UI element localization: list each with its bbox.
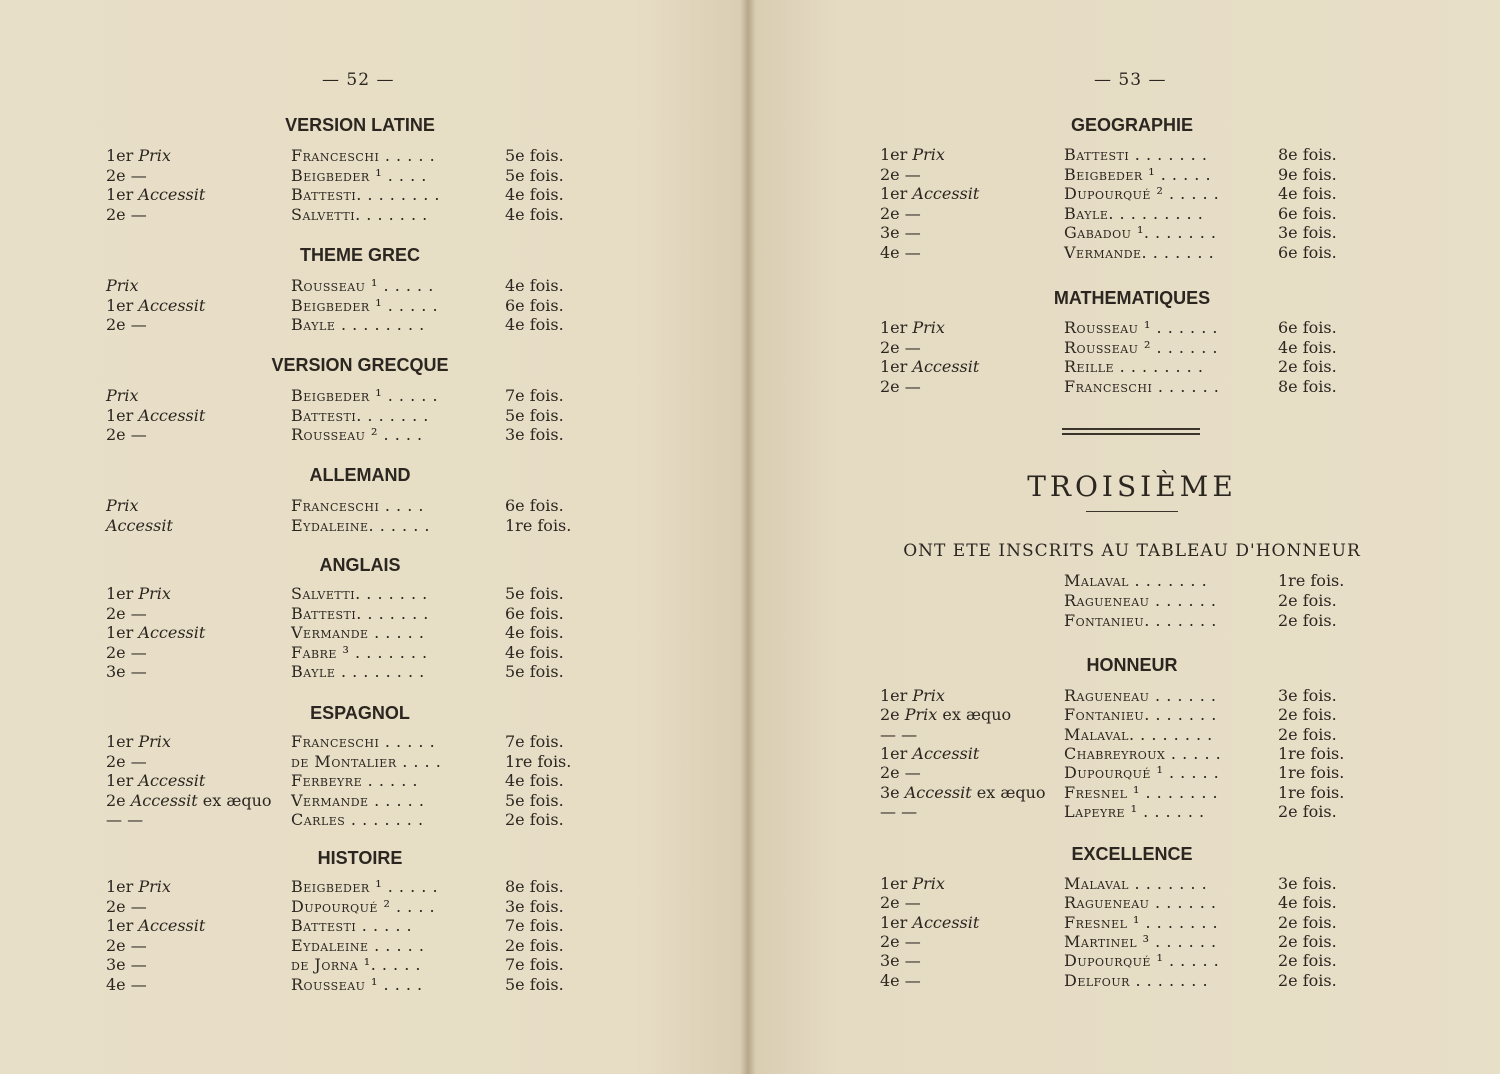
student-name: Dupourqué ¹ . . . . .: [1064, 763, 1220, 783]
times-count: 6e fois.: [505, 603, 564, 623]
times-count: 5e fois.: [505, 146, 564, 165]
rank-label: 4e —: [106, 974, 147, 994]
rank-label: 4e —: [880, 970, 921, 990]
student-name: Malaval . . . . . . .: [1064, 571, 1208, 590]
times-count: 2e fois.: [1278, 801, 1337, 821]
student-name: Vermande. . . . . . .: [1064, 242, 1215, 262]
student-name: Battesti . . . . . . .: [1064, 145, 1208, 164]
page-number-right: — 53 —: [1094, 70, 1167, 90]
section-heading: ALLEMAND: [309, 465, 411, 485]
rank-label: 2e —: [106, 315, 147, 334]
rank-label: 1er Accessit: [106, 405, 206, 425]
rank-label: 1er Prix: [880, 874, 945, 893]
student-name: Bayle. . . . . . . . .: [1064, 203, 1204, 223]
student-name: Rousseau ² . . . . . .: [1064, 337, 1218, 357]
rank-label: 1er Accessit: [106, 771, 206, 790]
student-name: Beigbeder ¹ . . . .: [291, 165, 427, 185]
rank-label: — —: [880, 801, 918, 821]
times-count: 9e fois.: [1278, 164, 1337, 184]
student-name: Ragueneau . . . . . .: [1064, 686, 1217, 705]
rank-label: 2e —: [106, 204, 147, 224]
times-count: 1re fois.: [505, 515, 572, 535]
times-count: 2e fois.: [1278, 611, 1337, 630]
student-name: Delfour . . . . . . .: [1064, 970, 1209, 990]
student-name: Bayle . . . . . . . .: [291, 315, 425, 334]
rank-label: 2e —: [106, 165, 147, 185]
times-count: 3e fois.: [505, 425, 564, 444]
section-heading: VERSION LATINE: [285, 115, 435, 135]
double-rule: [1062, 428, 1200, 430]
section-heading: ANGLAIS: [319, 555, 401, 575]
rank-label: 2e —: [880, 337, 921, 357]
student-name: Lapeyre ¹ . . . . . .: [1064, 801, 1205, 821]
student-name: Eydaleine. . . . . .: [291, 515, 430, 535]
student-name: Battesti. . . . . . . .: [291, 185, 441, 204]
rank-label: Prix: [106, 496, 139, 515]
student-name: Ragueneau . . . . . .: [1064, 893, 1217, 913]
rank-label: 2e —: [106, 896, 147, 916]
student-name: Fresnel ¹ . . . . . . .: [1064, 912, 1219, 932]
times-count: 4e fois.: [505, 185, 564, 204]
page-number-left: — 52 —: [322, 70, 395, 90]
rank-label: 4e —: [880, 242, 921, 262]
student-name: Rousseau ¹ . . . .: [291, 974, 423, 994]
student-name: de Montalier . . . .: [291, 751, 442, 771]
times-count: 4e fois.: [505, 204, 564, 224]
student-name: Beigbeder ¹ . . . . .: [291, 877, 439, 896]
times-count: 4e fois.: [505, 623, 564, 642]
section-heading: HISTOIRE: [317, 848, 403, 868]
times-count: 1re fois.: [1278, 782, 1345, 802]
student-name: Vermande . . . . .: [291, 623, 425, 642]
troisieme-title: TROISIÈME: [1027, 470, 1237, 503]
student-name: Rousseau ¹ . . . . .: [291, 276, 434, 295]
rank-label: 3e —: [106, 955, 147, 974]
times-count: 8e fois.: [1278, 145, 1337, 164]
student-name: Franceschi . . . . . .: [1064, 376, 1220, 396]
times-count: 1re fois.: [505, 751, 572, 771]
times-count: 2e fois.: [1278, 970, 1337, 990]
rank-label: 2e Prix ex æquo: [880, 705, 1012, 725]
rank-label: 1er Accessit: [106, 623, 206, 642]
rank-label: 3e —: [880, 951, 921, 971]
section-heading: GEOGRAPHIE: [1070, 115, 1194, 135]
title-underline: [1086, 511, 1178, 512]
student-name: Dupourqué ² . . . .: [291, 896, 436, 916]
times-count: 4e fois.: [505, 276, 564, 295]
times-count: 2e fois.: [505, 810, 564, 829]
rank-label: 2e —: [880, 893, 921, 913]
times-count: 7e fois.: [505, 955, 564, 974]
student-name: Fabre ³ . . . . . . .: [291, 642, 428, 662]
rank-label: 1er Accessit: [880, 184, 980, 203]
student-name: Carles . . . . . . .: [291, 810, 424, 829]
rank-label: 2e —: [880, 763, 921, 783]
times-count: 7e fois.: [505, 386, 564, 405]
student-name: Martinel ³ . . . . . .: [1064, 931, 1217, 951]
student-name: Malaval . . . . . . .: [1064, 874, 1208, 893]
student-name: Fontanieu. . . . . . .: [1064, 705, 1217, 725]
section-heading: MATHEMATIQUES: [1053, 288, 1211, 308]
times-count: 1re fois.: [1278, 743, 1345, 763]
times-count: 4e fois.: [505, 771, 564, 790]
student-name: Gabadou ¹. . . . . . .: [1064, 223, 1217, 242]
times-count: 6e fois.: [1278, 242, 1337, 262]
rank-label: 1er Accessit: [880, 912, 980, 932]
rank-label: Accessit: [106, 515, 173, 535]
rank-label: 1er Accessit: [106, 916, 206, 935]
rank-label: Prix: [106, 276, 139, 295]
times-count: 8e fois.: [1278, 376, 1337, 396]
left-page: [0, 0, 748, 1074]
section-heading: VERSION GRECQUE: [271, 355, 449, 375]
student-name: Rousseau ¹ . . . . . .: [1064, 318, 1218, 337]
student-name: Franceschi . . . . .: [291, 146, 436, 165]
times-count: 6e fois.: [505, 496, 564, 515]
section-heading: EXCELLENCE: [1071, 844, 1193, 864]
times-count: 2e fois.: [1278, 912, 1337, 932]
rank-label: 1er Accessit: [106, 295, 206, 315]
student-name: Beigbeder ¹ . . . . .: [291, 386, 439, 405]
rank-label: 1er Prix: [106, 732, 171, 751]
times-count: 4e fois.: [1278, 337, 1337, 357]
rank-label: 1er Accessit: [880, 357, 980, 376]
times-count: 3e fois.: [1278, 686, 1337, 705]
rank-label: 2e —: [880, 376, 921, 396]
section-heading: THEME GREC: [299, 245, 421, 265]
student-name: Chabreyroux . . . . .: [1064, 743, 1222, 763]
times-count: 5e fois.: [505, 790, 564, 810]
student-name: Salvetti. . . . . . .: [291, 584, 428, 603]
student-name: Salvetti. . . . . . .: [291, 204, 428, 224]
times-count: 6e fois.: [1278, 318, 1337, 337]
student-name: Ferbeyre . . . . .: [291, 771, 418, 790]
times-count: 5e fois.: [505, 662, 564, 681]
times-count: 5e fois.: [505, 405, 564, 425]
student-name: Beigbeder ¹ . . . . .: [1064, 164, 1212, 184]
student-name: Dupourqué ¹ . . . . .: [1064, 951, 1220, 971]
section-heading: HONNEUR: [1086, 655, 1178, 675]
times-count: 8e fois.: [505, 877, 564, 896]
times-count: 7e fois.: [505, 916, 564, 935]
student-name: Battesti. . . . . . .: [291, 405, 429, 425]
rank-label: 1er Prix: [106, 584, 171, 603]
rank-label: 1er Prix: [880, 145, 945, 164]
student-name: Franceschi . . . . .: [291, 732, 436, 751]
rank-label: 1er Accessit: [880, 743, 980, 763]
student-name: Eydaleine . . . . .: [291, 935, 425, 955]
times-count: 4e fois.: [1278, 184, 1337, 203]
double-rule-2: [1062, 433, 1200, 435]
section-heading: ESPAGNOL: [310, 703, 410, 723]
times-count: 3e fois.: [1278, 874, 1337, 893]
rank-label: 3e —: [880, 223, 921, 242]
rank-label: 2e Accessit ex æquo: [106, 790, 272, 810]
times-count: 2e fois.: [1278, 357, 1337, 376]
times-count: 2e fois.: [505, 935, 564, 955]
times-count: 4e fois.: [505, 315, 564, 334]
student-name: Ragueneau . . . . . .: [1064, 591, 1217, 610]
times-count: 2e fois.: [1278, 591, 1337, 610]
rank-label: 2e —: [106, 935, 147, 955]
rank-label: 2e —: [106, 751, 147, 771]
rank-label: 3e —: [106, 662, 147, 681]
times-count: 7e fois.: [505, 732, 564, 751]
rank-label: — —: [880, 724, 918, 744]
rank-label: 1er Prix: [880, 318, 945, 337]
student-name: Rousseau ² . . . .: [291, 425, 423, 444]
times-count: 3e fois.: [505, 896, 564, 916]
rank-label: 2e —: [880, 931, 921, 951]
times-count: 5e fois.: [505, 584, 564, 603]
student-name: Vermande . . . . .: [291, 790, 425, 810]
rank-label: 2e —: [880, 203, 921, 223]
times-count: 2e fois.: [1278, 724, 1337, 744]
rank-label: 2e —: [106, 425, 147, 444]
times-count: 3e fois.: [1278, 223, 1337, 242]
times-count: 1re fois.: [1278, 571, 1345, 590]
times-count: 2e fois.: [1278, 951, 1337, 971]
student-name: Bayle . . . . . . . .: [291, 662, 425, 681]
times-count: 4e fois.: [505, 642, 564, 662]
student-name: Fontanieu. . . . . . .: [1064, 611, 1217, 630]
rank-label: 1er Prix: [880, 686, 945, 705]
rank-label: 2e —: [880, 164, 921, 184]
student-name: Franceschi . . . .: [291, 496, 424, 515]
student-name: de Jorna ¹. . . . .: [291, 955, 421, 974]
times-count: 5e fois.: [505, 165, 564, 185]
rank-label: 2e —: [106, 603, 147, 623]
right-page: [748, 0, 1500, 1074]
times-count: 2e fois.: [1278, 705, 1337, 725]
rank-label: 1er Prix: [106, 146, 171, 165]
times-count: 1re fois.: [1278, 763, 1345, 783]
rank-label: — —: [106, 810, 144, 829]
rank-label: 2e —: [106, 642, 147, 662]
times-count: 6e fois.: [505, 295, 564, 315]
times-count: 6e fois.: [1278, 203, 1337, 223]
times-count: 4e fois.: [1278, 893, 1337, 913]
tableau-heading: ONT ETE INSCRITS AU TABLEAU D'HONNEUR: [903, 541, 1361, 561]
student-name: Fresnel ¹ . . . . . . .: [1064, 782, 1219, 802]
times-count: 2e fois.: [1278, 931, 1337, 951]
book-gutter: [740, 0, 756, 1074]
student-name: Beigbeder ¹ . . . . .: [291, 295, 439, 315]
rank-label: 1er Prix: [106, 877, 171, 896]
student-name: Battesti. . . . . . .: [291, 603, 429, 623]
times-count: 5e fois.: [505, 974, 564, 994]
student-name: Reille . . . . . . . .: [1064, 357, 1204, 376]
rank-label: Prix: [106, 386, 139, 405]
rank-label: 3e Accessit ex æquo: [880, 782, 1046, 802]
student-name: Malaval. . . . . . . .: [1064, 724, 1213, 744]
rank-label: 1er Accessit: [106, 185, 206, 204]
student-name: Dupourqué ² . . . . .: [1064, 184, 1220, 203]
student-name: Battesti . . . . .: [291, 916, 413, 935]
